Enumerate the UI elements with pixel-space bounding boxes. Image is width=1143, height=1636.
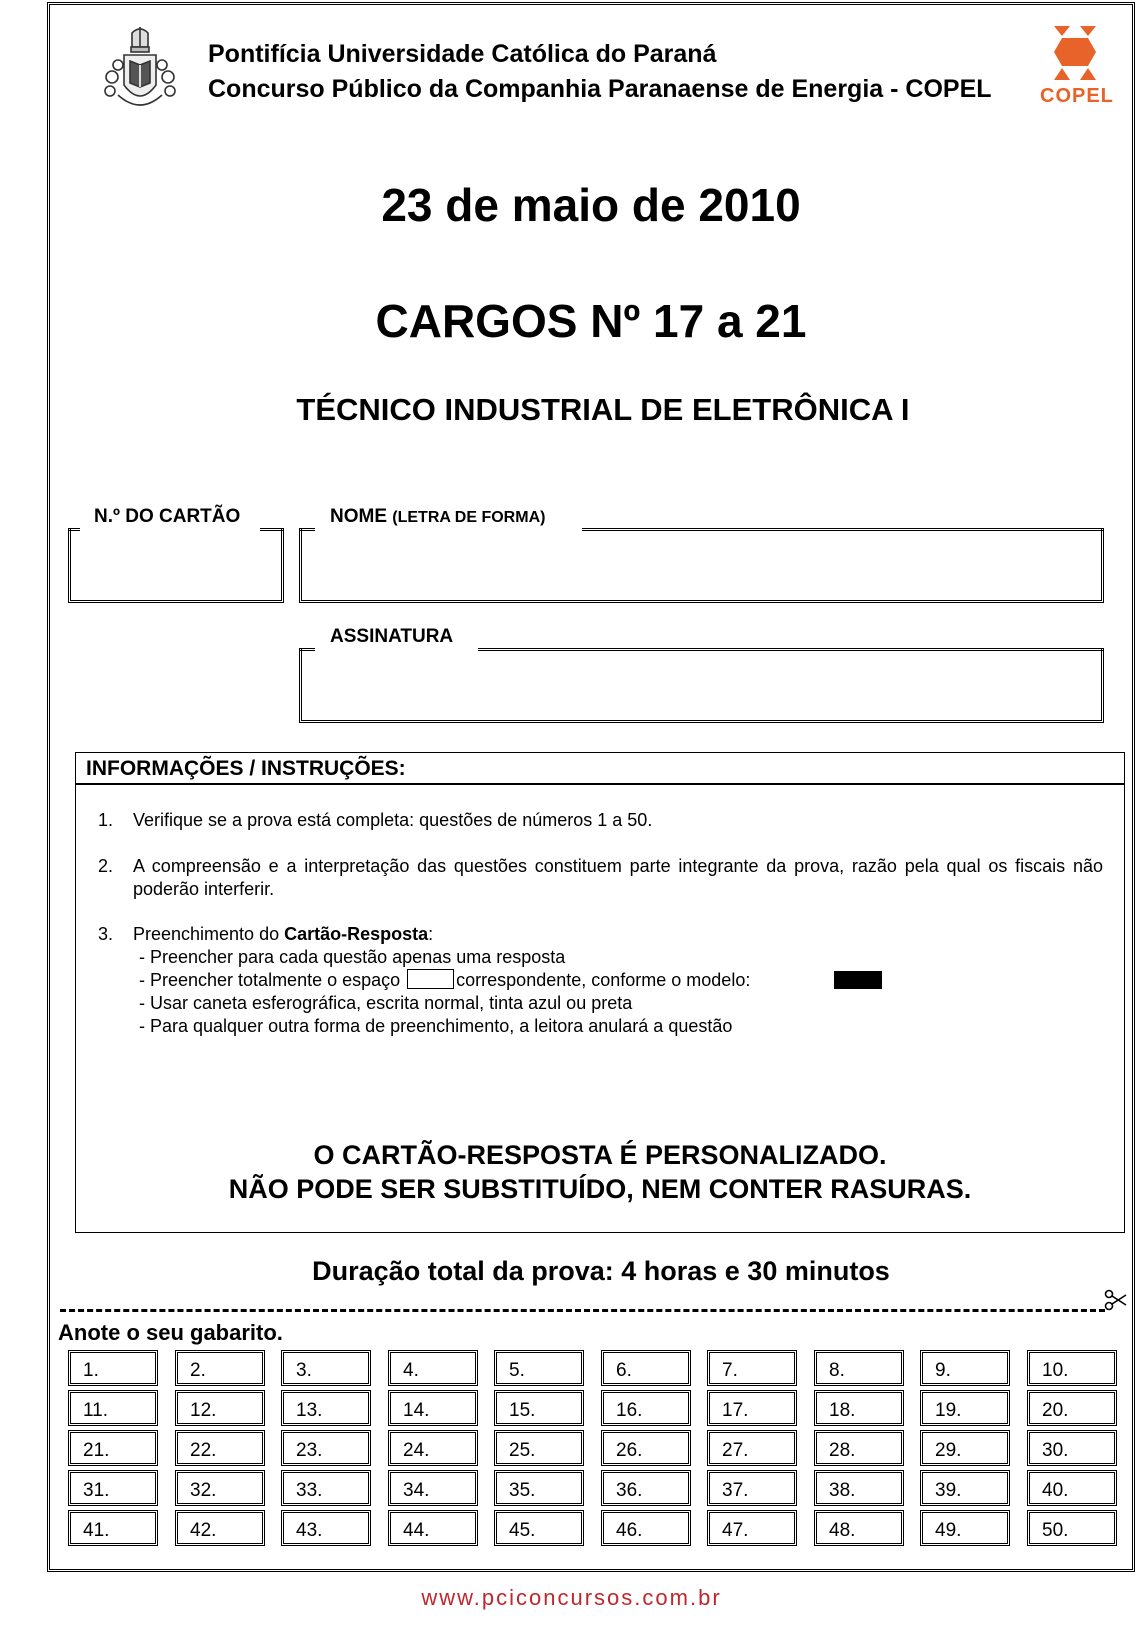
answer-cell[interactable]: 30.: [1027, 1430, 1117, 1466]
answer-cell[interactable]: 44.: [388, 1510, 478, 1546]
answer-cell[interactable]: 39.: [920, 1470, 1010, 1506]
instruction-sub-3: - Usar caneta esferográfica, escrita normal, tinta azul ou preta: [139, 993, 633, 1013]
answer-cell[interactable]: 45.: [494, 1510, 584, 1546]
instruction-sub-4: - Para qualquer outra forma de preenchimento, a leitora anulará a questão: [139, 1016, 733, 1036]
answer-cell[interactable]: 16.: [601, 1390, 691, 1426]
instruction-text: Preenchimento do Cartão-Resposta:: [133, 924, 434, 944]
answer-cell[interactable]: 15.: [494, 1390, 584, 1426]
answer-cell[interactable]: 21.: [68, 1430, 158, 1466]
answer-cell[interactable]: 38.: [814, 1470, 904, 1506]
card-number-field[interactable]: [68, 528, 284, 603]
answer-cell[interactable]: 31.: [68, 1470, 158, 1506]
answer-cell[interactable]: 17.: [707, 1390, 797, 1426]
answer-cell[interactable]: 41.: [68, 1510, 158, 1546]
answer-cell[interactable]: 37.: [707, 1470, 797, 1506]
answer-cell[interactable]: 22.: [175, 1430, 265, 1466]
answer-cell[interactable]: 47.: [707, 1510, 797, 1546]
gabarito-title: Anote o seu gabarito.: [58, 1320, 283, 1345]
answer-cell[interactable]: 34.: [388, 1470, 478, 1506]
filled-bubble-model: [834, 971, 882, 989]
card-number-label: N.º DO CARTÃO: [94, 506, 241, 527]
instruction-number: 2.: [98, 856, 114, 876]
answer-cell[interactable]: 4.: [388, 1350, 478, 1386]
answer-cell[interactable]: 2.: [175, 1350, 265, 1386]
exam-cargos: CARGOS Nº 17 a 21: [375, 295, 807, 347]
gabarito-grid: [68, 1350, 1113, 1545]
instruction-sub-1: - Preencher para cada questão apenas uma resposta: [139, 947, 566, 967]
instruction-2: [98, 855, 1103, 903]
instruction-3: [98, 923, 1103, 947]
footer-website[interactable]: www.pciconcursos.com.br: [421, 1585, 722, 1610]
answer-cell[interactable]: 50.: [1027, 1510, 1117, 1546]
instruction-1: [98, 809, 1103, 833]
answer-cell[interactable]: 49.: [920, 1510, 1010, 1546]
answer-cell[interactable]: 33.: [281, 1470, 371, 1506]
answer-cell[interactable]: 12.: [175, 1390, 265, 1426]
instruction-number: 1.: [98, 810, 114, 830]
answer-cell[interactable]: 1.: [68, 1350, 158, 1386]
answer-cell[interactable]: 36.: [601, 1470, 691, 1506]
cut-line: [60, 1309, 1105, 1312]
answer-cell[interactable]: 25.: [494, 1430, 584, 1466]
warning-line-2: NÃO PODE SER SUBSTITUÍDO, NEM CONTER RASURAS.: [228, 1174, 972, 1204]
answer-cell[interactable]: 18.: [814, 1390, 904, 1426]
instruction-number: 3.: [98, 924, 114, 944]
answer-cell[interactable]: 28.: [814, 1430, 904, 1466]
name-field[interactable]: [299, 528, 1104, 603]
cartao-resposta-bold: Cartão-Resposta: [284, 924, 429, 944]
instruction-text: Verifique se a prova está completa: questões de números 1 a 50.: [133, 810, 653, 830]
answer-cell[interactable]: 6.: [601, 1350, 691, 1386]
header-contest: Concurso Público da Companhia Paranaense de Energia - COPEL: [208, 75, 992, 103]
answer-cell[interactable]: 20.: [1027, 1390, 1117, 1426]
exam-position: TÉCNICO INDUSTRIAL DE ELETRÔNICA I: [296, 392, 910, 427]
answer-cell[interactable]: 32.: [175, 1470, 265, 1506]
answer-cell[interactable]: 14.: [388, 1390, 478, 1426]
instruction-text: A compreensão e a interpretação das questões constituem parte integrante da prova, razão pela qual os fiscais não poderão interferir.: [133, 856, 1103, 899]
instruction-sub-2: - Preencher totalmente o espaço correspondente, conforme o modelo:: [139, 970, 751, 990]
answer-cell[interactable]: 43.: [281, 1510, 371, 1546]
answer-cell[interactable]: 40.: [1027, 1470, 1117, 1506]
exam-duration: Duração total da prova: 4 horas e 30 minutos: [312, 1256, 890, 1286]
answer-cell[interactable]: 8.: [814, 1350, 904, 1386]
answer-cell[interactable]: 10.: [1027, 1350, 1117, 1386]
answer-cell[interactable]: 24.: [388, 1430, 478, 1466]
name-label: NOME (LETRA DE FORMA): [330, 506, 546, 527]
instructions-title: INFORMAÇÕES / INSTRUÇÕES:: [76, 753, 1124, 785]
signature-label: ASSINATURA: [330, 626, 454, 647]
warning-line-1: O CARTÃO-RESPOSTA É PERSONALIZADO.: [313, 1140, 887, 1170]
answer-cell[interactable]: 9.: [920, 1350, 1010, 1386]
answer-cell[interactable]: 3.: [281, 1350, 371, 1386]
exam-date: 23 de maio de 2010: [381, 179, 801, 231]
answer-cell[interactable]: 29.: [920, 1430, 1010, 1466]
header-institution: Pontifícia Universidade Católica do Paraná: [208, 40, 717, 68]
puc-crest-logo: [100, 25, 180, 111]
answer-cell[interactable]: 11.: [68, 1390, 158, 1426]
answer-cell[interactable]: 23.: [281, 1430, 371, 1466]
answer-cell[interactable]: 7.: [707, 1350, 797, 1386]
empty-bubble-model: [407, 969, 454, 989]
answer-cell[interactable]: 19.: [920, 1390, 1010, 1426]
answer-cell[interactable]: 35.: [494, 1470, 584, 1506]
answer-cell[interactable]: 42.: [175, 1510, 265, 1546]
answer-cell[interactable]: 48.: [814, 1510, 904, 1546]
scissors-icon: [1104, 1289, 1128, 1311]
answer-cell[interactable]: 26.: [601, 1430, 691, 1466]
answer-cell[interactable]: 13.: [281, 1390, 371, 1426]
answer-cell[interactable]: 46.: [601, 1510, 691, 1546]
name-hint: (LETRA DE FORMA): [392, 509, 546, 526]
signature-field[interactable]: [299, 648, 1104, 723]
copel-logo-text: COPEL: [1040, 85, 1114, 107]
answer-cell[interactable]: 5.: [494, 1350, 584, 1386]
answer-cell[interactable]: 27.: [707, 1430, 797, 1466]
